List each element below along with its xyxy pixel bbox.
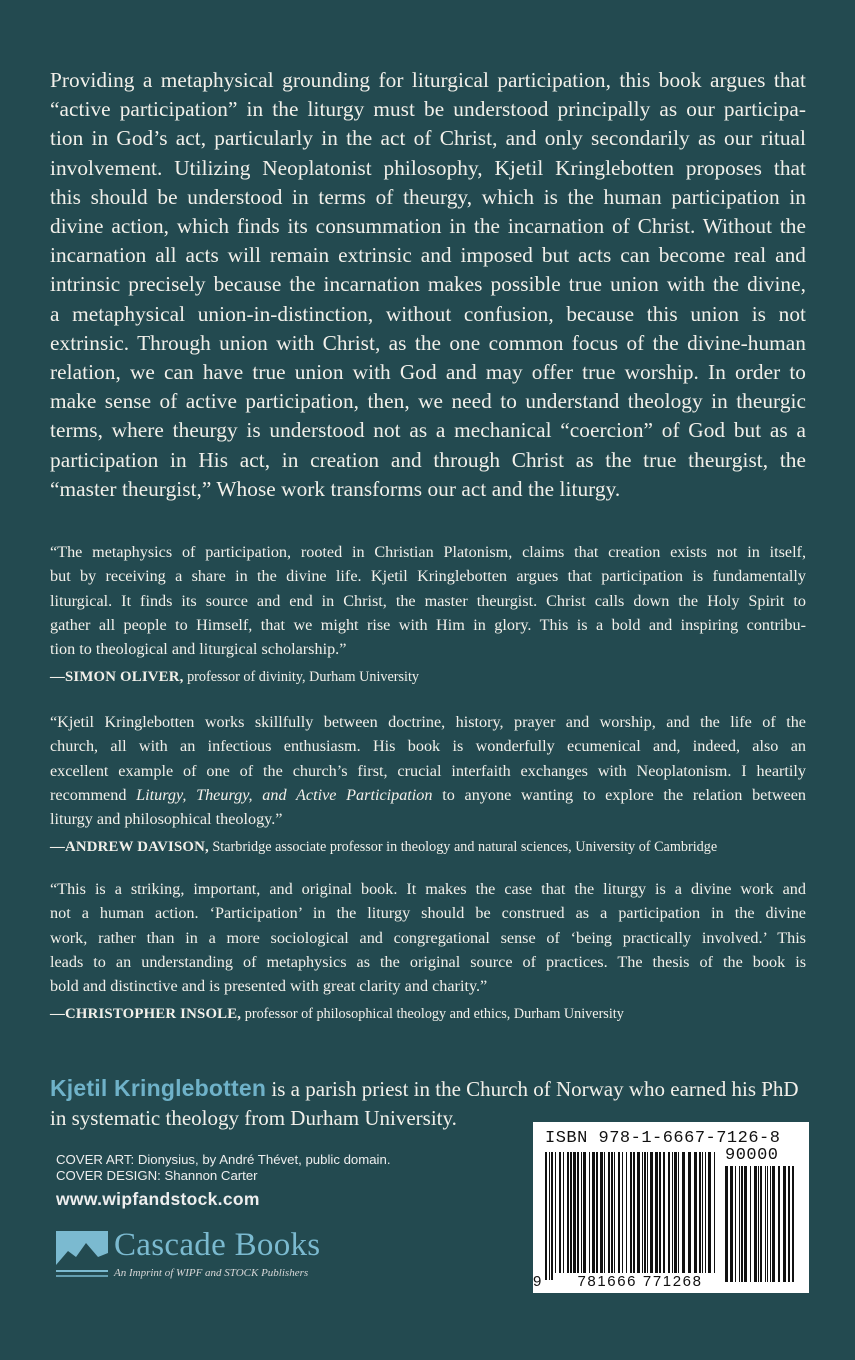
barcode-bar: [741, 1166, 743, 1282]
endorsement-line: excellent example of one of the church’s first, crucial interfaith exchanges with Neoplatonism. I heartily: [50, 761, 806, 780]
barcode-bar: [644, 1152, 646, 1280]
barcode-bar: [760, 1166, 762, 1282]
barcode-bar: [663, 1152, 665, 1280]
barcode-bar: [567, 1152, 569, 1280]
endorsement-line: liturgical. It finds its source and end in Christ, the master theurgist. Christ calls down the Holy Spirit to: [50, 591, 806, 610]
barcode-bar: [767, 1166, 768, 1282]
blurb-line: this should be understood in terms of theurgy, which is the human participation in: [50, 184, 806, 209]
barcode-bar: [583, 1152, 586, 1280]
barcode-bar: [765, 1166, 766, 1282]
endorser-name: —SIMON OLIVER,: [50, 669, 184, 686]
barcode-bar: [608, 1152, 610, 1280]
endorsement-attribution: [50, 665, 806, 689]
barcode-bar: [642, 1152, 643, 1280]
barcode-bar: [735, 1166, 736, 1282]
barcode-bar: [604, 1152, 605, 1280]
barcode-bar: [778, 1166, 780, 1282]
endorser-role: professor of philosophical theology and ethics, Durham University: [241, 1006, 624, 1023]
addon-barcode-bars: [725, 1166, 797, 1282]
barcode-bar: [549, 1152, 550, 1280]
barcode-bar: [637, 1152, 640, 1280]
barcode-bar: [659, 1152, 661, 1280]
blurb-line: a metaphysical union-in-distinction, without confusion, because this union is not: [50, 301, 806, 326]
blurb-line: “master theurgist,” Whose work transforms our act and the liturgy.: [50, 476, 621, 501]
barcode-bar: [570, 1152, 572, 1280]
endorser-role: professor of divinity, Durham University: [183, 669, 420, 686]
blurb-line: make sense of active participation, then, we need to understand theology in theurgic: [50, 389, 806, 414]
barcode-bar: [551, 1152, 553, 1280]
blurb-line: relation, we can have true union with God and may offer true worship. In order to: [50, 360, 806, 385]
barcode-bar: [611, 1152, 613, 1280]
barcode-bar: [596, 1152, 598, 1280]
author-bio-text: is a parish priest in the Church of Norway who earned his PhD: [266, 1077, 799, 1101]
barcode-digits: 781666 771268: [555, 1273, 725, 1290]
barcode-bar: [626, 1152, 627, 1280]
barcode-bar: [592, 1152, 595, 1280]
endorser-name: —ANDREW DAVISON,: [50, 839, 209, 856]
barcode-bar: [783, 1166, 786, 1282]
barcode-bar: [655, 1152, 658, 1280]
endorser-name: —CHRISTOPHER INSOLE,: [50, 1006, 242, 1023]
blurb-line: incarnation all acts will remain extrinsic and imposed but acts can become real and: [50, 243, 806, 268]
barcode-bar: [744, 1166, 747, 1282]
endorsement-line: bold and distinctive and is presented with great clarity and charity.”: [50, 977, 488, 996]
cover-art-credit: COVER ART: Dionysius, by André Thévet, public domain.: [56, 1152, 391, 1167]
endorsement-oliver: [50, 540, 806, 690]
barcode-bar: [563, 1152, 564, 1280]
barcode-bar: [708, 1152, 711, 1280]
barcode-bar: [770, 1166, 771, 1282]
description-blurb: [50, 66, 806, 504]
blurb-line: participation in His act, in creation and through Christ as the true theurgist, the: [50, 447, 806, 472]
barcode-bar: [739, 1166, 740, 1282]
isbn-barcode: [533, 1122, 809, 1293]
barcode-bar: [705, 1152, 706, 1280]
barcode-bar: [725, 1166, 728, 1282]
endorser-role: Starbridge associate professor in theology and natural sciences, University of Cambridge: [208, 839, 718, 856]
book-title: Liturgy, Theurgy, and Active Participation: [136, 785, 433, 804]
blurb-line: extrinsic. Through union with Christ, as the one common focus of the divine-human: [50, 330, 806, 355]
endorsement-line: [50, 783, 806, 807]
isbn-text: ISBN 978-1-6667-7126-8: [545, 1129, 781, 1148]
blurb-line: Providing a metaphysical grounding for liturgical participation, this book argues that: [50, 68, 806, 92]
endorsement-line: “This is a striking, important, and original book. It makes the case that the liturgy is a divine work and: [50, 880, 806, 898]
barcode-bar: [545, 1152, 547, 1280]
barcode-bar: [573, 1152, 576, 1280]
barcode-bar: [750, 1166, 751, 1282]
endorsement-line: “Kjetil Kringlebotten works skillfully between doctrine, history, prayer and worship, and the life of the: [50, 713, 806, 731]
barcode-bar: [577, 1152, 579, 1280]
endorsement-attribution: [50, 835, 806, 859]
barcode-bar: [699, 1152, 701, 1280]
blurb-line: divine action, which finds its consummation in the incarnation of Christ. Without the: [50, 214, 806, 239]
barcode-bar: [647, 1152, 648, 1280]
barcode-lead-digit: 9: [533, 1273, 542, 1290]
barcode-bar: [600, 1152, 603, 1280]
endorsement-line: “The metaphysics of participation, rooted in Christian Platonism, claims that creation exists not in itself,: [50, 543, 806, 561]
blurb-line: terms, where theurgy is understood not as a mechanical “coercion” of God but as a: [50, 418, 806, 443]
barcode-bar: [674, 1152, 677, 1280]
cover-credits: [56, 1152, 391, 1184]
publisher-name: Cascade Books: [114, 1227, 321, 1263]
publisher-logo: [56, 1229, 376, 1285]
blurb-line: tion in God’s act, particularly in the act of Christ, and only secondarily as our ritual: [50, 126, 806, 151]
mountain-logo-icon: [56, 1231, 108, 1281]
blurb-line: “active participation” in the liturgy must be understood principally as our participa-: [50, 97, 806, 122]
author-name: Kjetil Kringlebotten: [50, 1075, 267, 1101]
barcode-bar: [618, 1152, 620, 1280]
endorsement-attribution: [50, 1002, 806, 1026]
barcode-bar: [758, 1166, 759, 1282]
barcode-bar: [772, 1166, 775, 1282]
barcode-bar: [792, 1166, 794, 1282]
barcode-bar: [730, 1166, 733, 1282]
barcode-bar: [688, 1152, 691, 1280]
endorsement-davison: [50, 710, 806, 860]
endorsement-line: liturgy and philosophical theology.”: [50, 810, 283, 829]
endorsement-insole: [50, 877, 806, 1027]
barcode-bar: [650, 1152, 653, 1280]
endorsement-text: to anyone wanting to explore the relation between: [432, 785, 807, 804]
endorsement-line: gather all people to Himself, that we might rise with Him in glory. This is a bold and inspiring contribu-: [50, 615, 806, 634]
barcode-bar: [682, 1152, 685, 1280]
endorsement-text: recommend: [50, 785, 137, 804]
endorsement-line: work, rather than in a more sociological and congregational sense of ‘being practically involved.’ This: [50, 928, 806, 947]
cover-design-credit: COVER DESIGN: Shannon Carter: [56, 1168, 258, 1183]
barcode-bar: [788, 1166, 790, 1282]
barcode-bar: [702, 1152, 703, 1280]
barcode-bar: [559, 1152, 561, 1280]
blurb-line: intrinsic precisely because the incarnation makes possible true union with the divine,: [50, 272, 806, 297]
barcode-bar: [633, 1152, 635, 1280]
publisher-imprint: An Imprint of WIPF and STOCK Publishers: [114, 1267, 309, 1279]
barcode-bar: [714, 1152, 715, 1280]
barcode-bar: [589, 1152, 590, 1280]
blurb-line: involvement. Utilizing Neoplatonist philosophy, Kjetil Kringlebotten proposes that: [50, 155, 806, 180]
barcode-bar: [668, 1152, 670, 1280]
barcode-bar: [694, 1152, 697, 1280]
barcode-bar: [581, 1152, 582, 1280]
author-bio-text: in systematic theology from Durham University.: [50, 1106, 457, 1130]
endorsement-line: church, all with an infectious enthusiasm. His book is wonderfully ecumenical and, indeed, also an: [50, 737, 806, 756]
endorsement-line: but by receiving a share in the divine life. Kjetil Kringlebotten argues that participation is fundamentally: [50, 567, 806, 586]
endorsement-line: leads to an understanding of metaphysics as the original source of practices. The thesis of the book is: [50, 952, 806, 971]
barcode-bars: [545, 1152, 717, 1280]
endorsement-line: tion to theological and liturgical scholarship.”: [50, 640, 347, 659]
endorsement-line: not a human action. ‘Participation’ in the liturgy should be construed as a participation in the divine: [50, 904, 806, 923]
price-code: 90000: [725, 1146, 779, 1165]
barcode-bar: [614, 1152, 615, 1280]
barcode-bar: [555, 1152, 556, 1280]
barcode-bar: [622, 1152, 623, 1280]
barcode-bar: [672, 1152, 673, 1280]
barcode-bar: [630, 1152, 632, 1280]
barcode-bar: [678, 1152, 679, 1280]
barcode-bar: [754, 1166, 757, 1282]
publisher-website: www.wipfandstock.com: [56, 1189, 260, 1209]
